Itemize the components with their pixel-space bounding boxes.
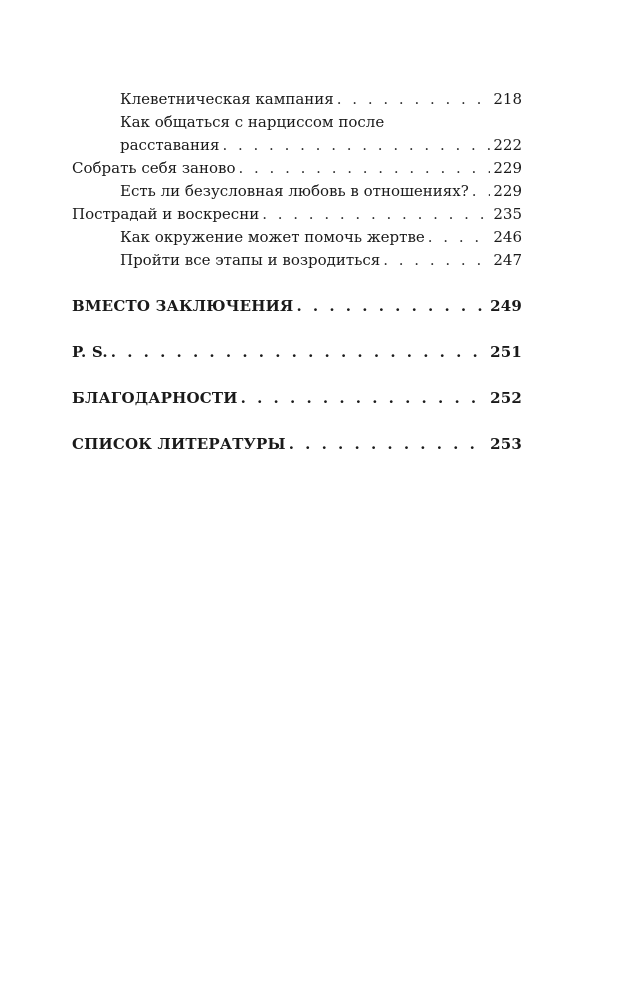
toc-entry-title: Как окружение может помочь жертве (120, 228, 425, 246)
toc-entry-title-line2: расставания (120, 136, 220, 154)
toc-section-page: 253 (490, 435, 522, 453)
toc-entry-title: Собрать себя заново (72, 159, 236, 177)
toc-entry (72, 226, 522, 249)
toc-entry-page: 229 (493, 182, 522, 200)
toc-entry-page: 218 (493, 90, 522, 108)
dot-leader (472, 180, 491, 203)
toc-entry (72, 134, 522, 157)
toc-section (72, 387, 522, 410)
dot-leader (383, 249, 490, 272)
toc-section-title: ВМЕСТО ЗАКЛЮЧЕНИЯ (72, 297, 294, 315)
toc-section-title: СПИСОК ЛИТЕРАТУРЫ (72, 435, 286, 453)
toc-section (72, 433, 522, 456)
toc-entry (72, 249, 522, 272)
spacer (72, 410, 522, 433)
dot-leader (222, 134, 490, 157)
spacer (72, 272, 522, 295)
dot-leader (296, 295, 483, 318)
dot-leader (289, 433, 483, 456)
toc-entry (72, 157, 522, 180)
toc-section-page: 249 (490, 297, 522, 315)
dot-leader (238, 157, 490, 180)
toc-entry-page: 235 (493, 205, 522, 223)
toc-entry-page: 229 (493, 159, 522, 177)
toc-entry-title: Есть ли безусловная любовь в отношениях? (120, 182, 469, 200)
dot-leader (337, 88, 491, 111)
toc-section-title: БЛАГОДАРНОСТИ (72, 389, 238, 407)
spacer (72, 364, 522, 387)
toc-entry (72, 203, 522, 226)
dot-leader (428, 226, 491, 249)
dot-leader (262, 203, 490, 226)
toc-entry-page: 247 (493, 251, 522, 269)
toc-entry-title-line1: Как общаться с нарциссом после (120, 113, 385, 131)
toc-entry-title: Пройти все этапы и возродиться (120, 251, 381, 269)
dot-leader (241, 387, 483, 410)
toc-section (72, 295, 522, 318)
toc-section-title: P. S. (72, 343, 108, 361)
toc-entry-title: Пострадай и воскресни (72, 205, 260, 223)
toc-entry-page: 246 (493, 228, 522, 246)
toc-entry (72, 88, 522, 111)
toc-entry-title: Клеветническая кампания (120, 90, 334, 108)
toc-section (72, 341, 522, 364)
toc-entry (72, 180, 522, 203)
dot-leader (111, 341, 483, 364)
table-of-contents (72, 88, 522, 456)
toc-entry-page: 222 (493, 136, 522, 154)
spacer (72, 318, 522, 341)
toc-section-page: 251 (490, 343, 522, 361)
toc-section-page: 252 (490, 389, 522, 407)
